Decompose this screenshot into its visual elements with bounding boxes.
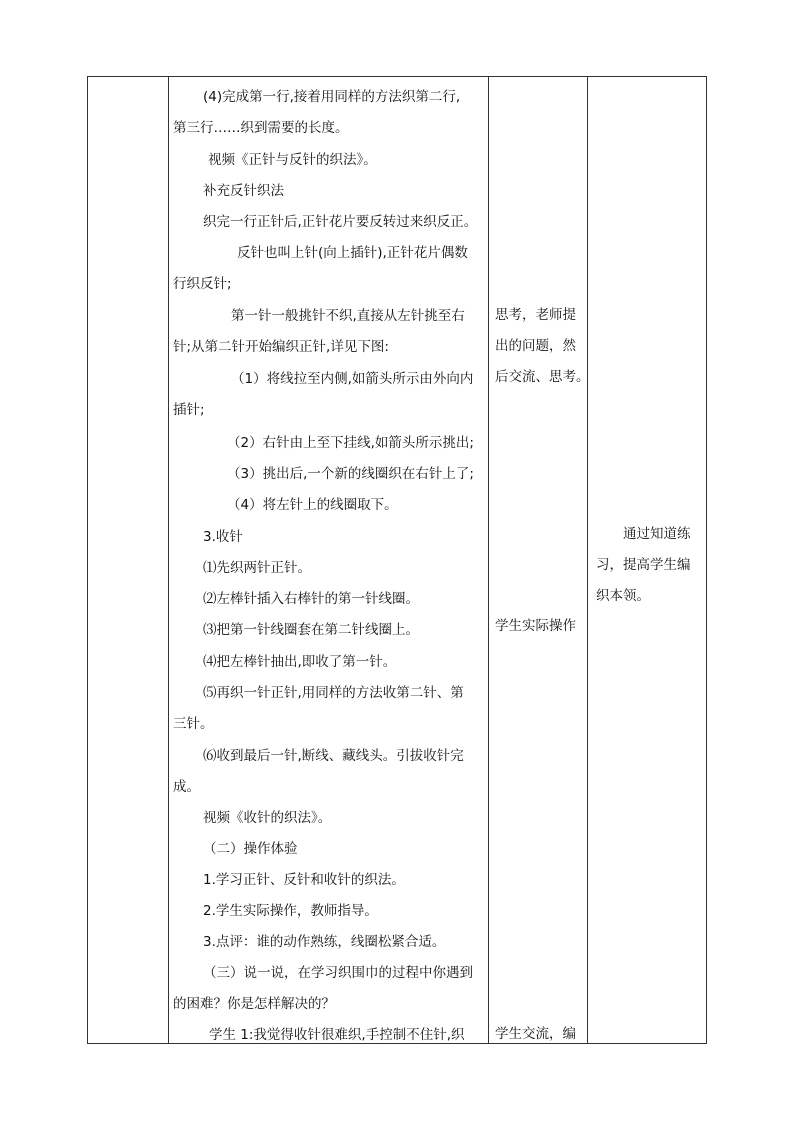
process-line: 的困难？你是怎样解决的？ [173,996,335,1012]
process-line: 2.学生实际操作，教师指导。 [203,903,378,919]
process-line: (4)完成第一行,接着用同样的方法织第二行, [203,89,461,105]
process-line: 行织反针; [173,276,232,292]
process-line: 反针也叫上针(向上插针),正针花片偶数 [237,245,468,261]
process-line: 成。 [173,779,200,795]
left-empty-cell [88,77,168,1043]
lesson-table [87,76,707,1044]
student-activity-cell [489,77,590,1043]
student-line: 学生交流，编 [495,1026,576,1042]
process-line: （3）挑出后,一个新的线圈织在右针上了; [227,466,474,482]
intent-line: 习，提高学生编 [596,557,691,573]
intent-line: 通过知道练 [623,526,691,542]
process-line: 第三行……织到需要的长度。 [173,120,349,136]
process-line: （二）操作体验 [203,841,298,857]
process-line: 插针; [173,402,205,418]
student-line: 后交流、思考。 [495,369,590,385]
student-line: 学生实际操作 [495,618,576,634]
teaching-process-cell [169,77,488,1043]
process-line: ⑵左棒针插入右棒针的第一针线圈。 [203,591,419,607]
process-line: （1）将线拉至内侧,如箭头所示由外向内 [231,371,474,387]
student-line: 出的问题，然 [495,338,576,354]
process-line: 织完一行正针后,正针花片要反转过来织反正。 [203,214,478,230]
process-line: 视频《正针与反针的织法》。 [208,152,377,168]
process-line: 针;从第二针开始编织正针,详见下图: [173,339,389,355]
process-line: 3.点评：谁的动作熟练，线圈松紧合适。 [203,934,446,950]
process-line: 学生 1:我觉得收针很难织,手控制不住针,织 [209,1027,465,1043]
process-line: 第一针一般挑针不织,直接从左针挑至右 [231,308,465,324]
student-line: 思考，老师提 [495,307,576,323]
process-line: 1.学习正针、反针和收针的织法。 [203,872,405,888]
process-line: 3.收针 [203,529,243,545]
process-line: ⑸再织一针正针,用同样的方法收第二针、第 [203,685,464,701]
process-line: （三）说一说，在学习织围巾的过程中你遇到 [203,965,473,981]
process-line: 补充反针织法 [203,183,284,199]
process-line: ⑹收到最后一针,断线、藏线头。引拔收针完 [203,748,464,764]
process-line: 视频《收针的织法》。 [203,810,332,826]
design-intent-cell [588,77,706,1043]
process-line: ⑴先织两针正针。 [203,560,311,576]
process-line: ⑷把左棒针抽出,即收了第一针。 [203,654,397,670]
process-line: （2）右针由上至下挂线,如箭头所示挑出; [227,435,474,451]
process-line: 三针。 [173,716,214,732]
process-line: （4）将左针上的线圈取下。 [227,497,398,513]
process-line: ⑶把第一针线圈套在第二针线圈上。 [203,622,419,638]
intent-line: 织本领。 [596,588,650,604]
